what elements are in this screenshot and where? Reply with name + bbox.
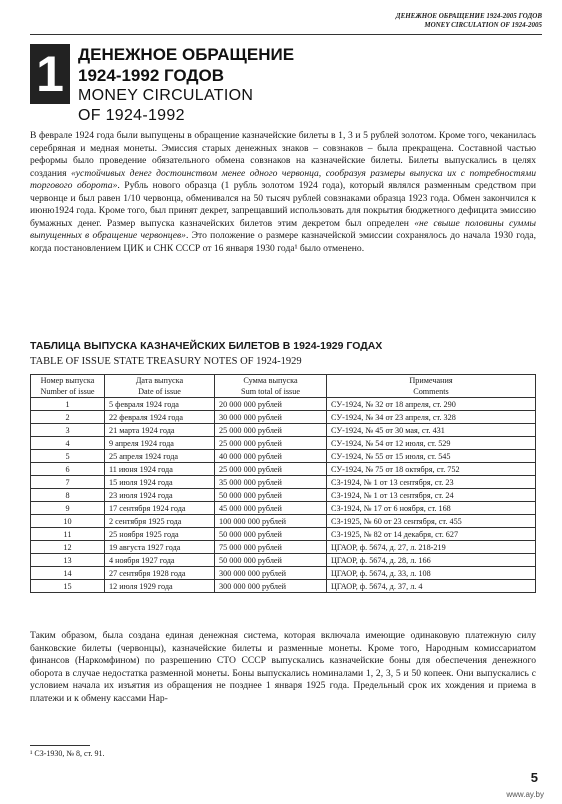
cell-date: 27 сентября 1928 года	[105, 567, 215, 580]
header-sum-en: Sum total of issue	[241, 387, 300, 396]
cell-number: 7	[31, 476, 105, 489]
footnote: ¹ СЗ-1930, № 8, ст. 91.	[30, 749, 105, 758]
header-number	[31, 375, 105, 398]
cell-comment: ЦГАОР, ф. 5674, д. 37, л. 4	[327, 580, 536, 593]
footnote-divider	[30, 745, 90, 746]
table-body	[31, 398, 536, 593]
closing-paragraph: Таким образом, была создана единая денежная система, которая включала имеющие одинаковую платежную силу банковские билеты (червонцы), казначейские билеты и разменные монеты. Кроме того, Народным комиссариатом финансов (Наркомфином) по разрешению СТО СССР выпускались казначейские боны для обеспечения денежного оборота в случае недостатка разменной монеты. Боны выпускались номиналами 1, 2, 3, 5 и 50 копеек. Они выпускались с условием начала их изъятия из обращения не позднее 1 января 1925 года. Предельный срок их хождения и приема в платежи и к обмену кассами Нар-	[30, 630, 536, 704]
table-row	[31, 515, 536, 528]
cell-date: 4 ноября 1927 года	[105, 554, 215, 567]
table-row	[31, 398, 536, 411]
chapter-title-ru-line1: ДЕНЕЖНОЕ ОБРАЩЕНИЕ	[78, 45, 295, 64]
header-sum	[215, 375, 327, 398]
cell-comment: СЗ-1924, № 17 от 6 ноября, ст. 168	[327, 502, 536, 515]
header-date	[105, 375, 215, 398]
cell-date: 9 апреля 1924 года	[105, 437, 215, 450]
table-subtitle: TABLE OF ISSUE STATE TREASURY NOTES OF 1924-1929	[30, 356, 302, 367]
table-row	[31, 489, 536, 502]
cell-sum: 45 000 000 рублей	[215, 502, 327, 515]
table-row	[31, 424, 536, 437]
cell-sum: 30 000 000 рублей	[215, 411, 327, 424]
running-header	[396, 12, 542, 30]
cell-number: 14	[31, 567, 105, 580]
cell-comment: ЦГАОР, ф. 5674, д. 27, л. 218-219	[327, 541, 536, 554]
cell-sum: 25 000 000 рублей	[215, 463, 327, 476]
cell-comment: СУ-1924, № 75 от 18 октября, ст. 752	[327, 463, 536, 476]
chapter-title-en	[78, 86, 253, 126]
header-number-ru: Номер выпуска	[40, 376, 95, 385]
chapter-title-en-line1: MONEY CIRCULATION	[78, 87, 254, 104]
table-row	[31, 528, 536, 541]
chapter-title-en-line2: OF 1924-1992	[78, 107, 185, 124]
cell-sum: 25 000 000 рублей	[215, 424, 327, 437]
cell-date: 23 июля 1924 года	[105, 489, 215, 502]
cell-date: 25 ноября 1925 года	[105, 528, 215, 541]
intro-paragraph	[30, 130, 536, 255]
cell-date: 15 июля 1924 года	[105, 476, 215, 489]
header-date-ru: Дата выпуска	[135, 376, 184, 385]
intro-text-1: В феврале 1924 года были выпущены в обращение казначейские билеты в 1, 3 и 5 рублей золотом. Кроме того, чеканилась серебряная и медная монеты. Эмиссия старых денежных знаков – совзнаков – была прекращена. Составной частью реформы было проведение обязательного обмена совзнаков на казначейские билеты. Билеты выпускались в целях создания	[30, 130, 536, 179]
intro-text-3: . Это положение о размере казначейской эмиссии сохранялось до начала 1930 года, когда постановлением ЦИК и СНК СССР от 16 января 1930 года¹ было отменено.	[30, 230, 537, 254]
cell-date: 19 августа 1927 года	[105, 541, 215, 554]
table-row	[31, 554, 536, 567]
cell-date: 12 июля 1929 года	[105, 580, 215, 593]
table-row	[31, 580, 536, 593]
intro-quote-1: «устойчивых денег достоинством менее одного червонца, сообразуя размеры выпуска их с потребностями торгового оборота»	[30, 167, 537, 191]
table-row	[31, 567, 536, 580]
table-row	[31, 476, 536, 489]
cell-number: 15	[31, 580, 105, 593]
table-row	[31, 502, 536, 515]
cell-number: 13	[31, 554, 105, 567]
intro-quote-2: «не свыше половины суммы выпущенных в обращение червонцев»	[30, 217, 537, 241]
cell-number: 12	[31, 541, 105, 554]
header-comments-ru: Примечания	[409, 376, 453, 385]
chapter-title-ru-line2: 1924-1992 ГОДОВ	[78, 66, 225, 85]
cell-number: 10	[31, 515, 105, 528]
cell-date: 21 марта 1924 года	[105, 424, 215, 437]
header-divider	[30, 34, 542, 35]
cell-sum: 20 000 000 рублей	[215, 398, 327, 411]
cell-date: 17 сентября 1924 года	[105, 502, 215, 515]
cell-date: 25 апреля 1924 года	[105, 450, 215, 463]
cell-date: 2 сентября 1925 года	[105, 515, 215, 528]
cell-date: 11 июня 1924 года	[105, 463, 215, 476]
cell-sum: 75 000 000 рублей	[215, 541, 327, 554]
header-comments-en: Comments	[413, 387, 449, 396]
cell-sum: 300 000 000 рублей	[215, 567, 327, 580]
cell-comment: СУ-1924, № 45 от 30 мая, ст. 431	[327, 424, 536, 437]
chapter-number: 1	[30, 44, 70, 104]
cell-comment: СЗ-1924, № 1 от 13 сентября, ст. 23	[327, 476, 536, 489]
cell-sum: 25 000 000 рублей	[215, 437, 327, 450]
cell-comment: СУ-1924, № 55 от 15 июля, ст. 545	[327, 450, 536, 463]
cell-number: 4	[31, 437, 105, 450]
cell-sum: 300 000 000 рублей	[215, 580, 327, 593]
watermark: www.ay.by	[506, 790, 544, 799]
header-date-en: Date of issue	[138, 387, 181, 396]
table-row	[31, 437, 536, 450]
cell-comment: СУ-1924, № 34 от 23 апреля, ст. 328	[327, 411, 536, 424]
table-header-row	[31, 375, 536, 398]
table-row	[31, 411, 536, 424]
cell-sum: 50 000 000 рублей	[215, 489, 327, 502]
cell-sum: 100 000 000 рублей	[215, 515, 327, 528]
cell-sum: 50 000 000 рублей	[215, 554, 327, 567]
running-header-en: MONEY CIRCULATION OF 1924-2005	[424, 21, 542, 29]
cell-number: 11	[31, 528, 105, 541]
table-row	[31, 541, 536, 554]
cell-number: 6	[31, 463, 105, 476]
cell-comment: СУ-1924, № 54 от 12 июля, ст. 529	[327, 437, 536, 450]
cell-number: 1	[31, 398, 105, 411]
cell-sum: 50 000 000 рублей	[215, 528, 327, 541]
running-header-ru: ДЕНЕЖНОЕ ОБРАЩЕНИЕ 1924-2005 ГОДОВ	[395, 12, 542, 20]
cell-comment: СЗ-1925, № 60 от 23 сентября, ст. 455	[327, 515, 536, 528]
cell-comment: СУ-1924, № 32 от 18 апреля, ст. 290	[327, 398, 536, 411]
issue-table	[30, 374, 536, 593]
chapter-title-ru	[78, 44, 294, 86]
table-row	[31, 463, 536, 476]
page-number: 5	[530, 770, 538, 785]
cell-number: 2	[31, 411, 105, 424]
cell-number: 9	[31, 502, 105, 515]
header-comments	[327, 375, 536, 398]
cell-comment: СЗ-1924, № 1 от 13 сентября, ст. 24	[327, 489, 536, 502]
cell-sum: 35 000 000 рублей	[215, 476, 327, 489]
cell-number: 5	[31, 450, 105, 463]
cell-comment: ЦГАОР, ф. 5674, д. 33, л. 108	[327, 567, 536, 580]
cell-comment: СЗ-1925, № 82 от 14 декабря, ст. 627	[327, 528, 536, 541]
cell-date: 22 февраля 1924 года	[105, 411, 215, 424]
cell-number: 8	[31, 489, 105, 502]
cell-sum: 40 000 000 рублей	[215, 450, 327, 463]
header-sum-ru: Сумма выпуска	[243, 376, 298, 385]
intro-text-2: . Рубль нового образца (1 рубль золотом 1924 года), который являлся разменным средством при червонце и был равен 1/10 червонца, обменивался на 50 тысяч рублей совзнаками образца 1923 года. Обмен закончился к июню1924 года. Кроме того, был принят декрет, запрещавший использовать для покрытия бюджетного дефицита эмиссию бумажных денег. Размер выпуска казначейских билетов этим декретом был определен	[30, 180, 537, 229]
table-title: ТАБЛИЦА ВЫПУСКА КАЗНАЧЕЙСКИХ БИЛЕТОВ В 1924-1929 ГОДАХ	[30, 340, 383, 352]
table-row	[31, 450, 536, 463]
header-number-en: Number of issue	[40, 387, 95, 396]
cell-comment: ЦГАОР, ф. 5674, д. 28, л. 166	[327, 554, 536, 567]
cell-number: 3	[31, 424, 105, 437]
cell-date: 5 февраля 1924 года	[105, 398, 215, 411]
